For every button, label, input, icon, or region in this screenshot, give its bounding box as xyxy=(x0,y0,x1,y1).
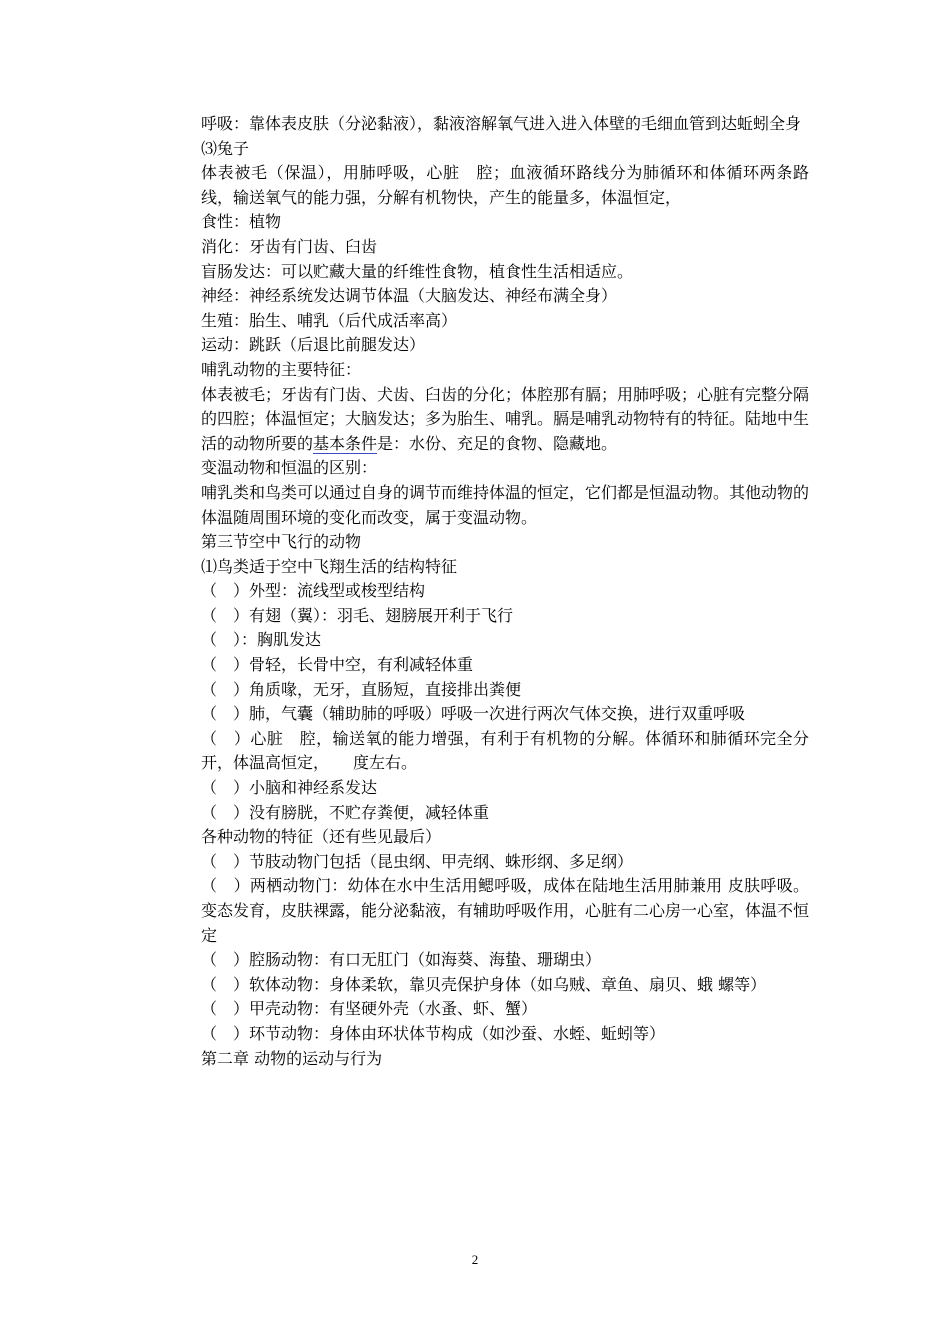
mammal-features-text: 体表被毛；牙齿有门齿、犬齿、臼齿的分化；体腔那有膈；用肺呼吸；心脏有完整分隔的四腔；体温恒定；大脑发达；多为胎生、哺乳。膈是哺乳动物特有的特征。陆地中生活的动物所要的 xyxy=(201,384,810,453)
text-movement: 运动：跳跃（后退比前腿发达） xyxy=(201,335,426,355)
list-item: （ ）节肢动物门包括（昆虫纲、甲壳纲、蛛形纲、多足纲） xyxy=(201,851,634,871)
page-number: 2 xyxy=(471,1252,479,1267)
list-item: （ ）有翅（翼）：羽毛、翅膀展开利于飞行 xyxy=(201,605,514,625)
paragraph-rabbit-body: 体表被毛（保温），用肺呼吸，心脏 腔；血液循环路线分为肺循环和体循环两条路线，输送氧气的能力强，分解有机物快，产生的能量多，体温恒定， xyxy=(201,163,809,207)
list-item: （ ）环节动物：身体由环状体节构成（如沙蚕、水蛭、蚯蚓等） xyxy=(201,1023,666,1043)
list-item: （ ）软体动物：身体柔软，靠贝壳保护身体（如乌贼、章鱼、扇贝、蛾 螺等） xyxy=(201,974,767,994)
heading-bird-structure: ⑴鸟类适于空中飞翔生活的结构特征 xyxy=(201,556,458,576)
heading-chapter-two: 第二章 动物的运动与行为 xyxy=(201,1048,383,1068)
text-diet: 食性：植物 xyxy=(201,212,282,232)
mammal-features-tail: 是：水份、充足的食物、隐藏地。 xyxy=(377,433,618,453)
list-item: （ ）角质喙，无牙，直肠短，直接排出粪便 xyxy=(201,679,522,699)
heading-temperature-difference: 变温动物和恒温的区别： xyxy=(201,458,378,478)
paragraph-earthworm-breathing: 呼吸：靠体表皮肤（分泌黏液），黏液溶解氧气进入进入体壁的毛细血管到达蚯蚓全身 xyxy=(201,114,802,133)
underlined-term: 基本条件 xyxy=(313,433,378,453)
paragraph-mammal-features xyxy=(201,383,809,457)
heading-section-three: 第三节空中飞行的动物 xyxy=(201,532,362,552)
heading-mammal-features: 哺乳动物的主要特征： xyxy=(201,359,362,379)
heading-rabbit: ⑶兔子 xyxy=(201,138,250,158)
heading-animal-features: 各种动物的特征（还有些见最后） xyxy=(201,827,442,847)
document-body xyxy=(201,112,809,1071)
list-item: （ ）两栖动物门：幼体在水中生活用鳃呼吸，成体在陆地生活用肺兼用 皮肤呼吸。变态发育，皮肤裸露，能分泌黏液，有辅助呼吸作用，心脏有二心房一心室，体温不恒定 xyxy=(201,876,810,945)
list-item: （ ）没有膀胱，不贮存粪便，减轻体重 xyxy=(201,802,490,822)
list-item: （ ）腔肠动物：有口无肛门（如海葵、海蛰、珊瑚虫） xyxy=(201,950,602,970)
list-item: （ ）心脏 腔，输送氧的能力增强，有利于有机物的分解。体循环和肺循环完全分开，体温高恒定， 度左右。 xyxy=(201,728,809,773)
list-item: （ ）甲壳动物：有坚硬外壳（水蚤、虾、蟹） xyxy=(201,999,538,1019)
list-item: （ ）骨轻，长骨中空，有利减轻体重 xyxy=(201,655,474,675)
text-nerve: 神经：神经系统发达调节体温（大脑发达、神经布满全身） xyxy=(201,286,618,306)
paragraph-temperature-difference: 哺乳类和鸟类可以通过自身的调节而维持体温的恒定，它们都是恒温动物。其他动物的体温随周围环境的变化而改变，属于变温动物。 xyxy=(201,482,810,527)
text-digestion: 消化：牙齿有门齿、臼齿 xyxy=(201,236,378,256)
list-item: （ ）小脑和神经系发达 xyxy=(201,778,378,798)
list-item: （ ）外型：流线型或梭型结构 xyxy=(201,581,426,601)
list-item: （ ）：胸肌发达 xyxy=(201,630,322,650)
list-item: （ ）肺，气囊（辅助肺的呼吸）呼吸一次进行两次气体交换，进行双重呼吸 xyxy=(201,704,746,724)
text-cecum: 盲肠发达：可以贮藏大量的纤维性食物，植食性生活相适应。 xyxy=(201,261,634,281)
text-reproduction: 生殖：胎生、哺乳（后代成活率高） xyxy=(201,310,458,330)
